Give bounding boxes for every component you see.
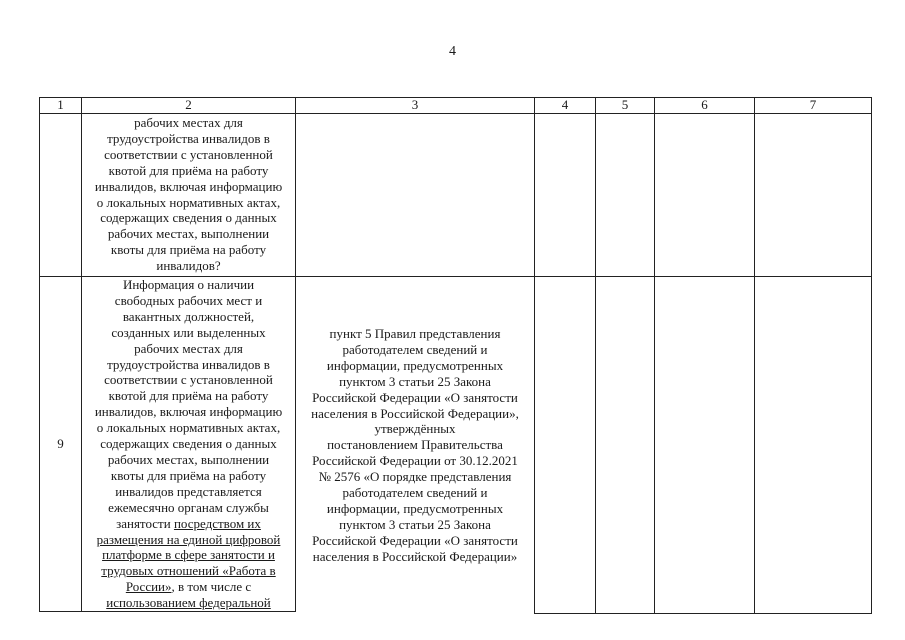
text-line xyxy=(82,516,295,532)
text-line: квотой для приёма на работу xyxy=(108,388,269,404)
text-line: работодателем сведений и xyxy=(342,485,488,501)
underlined-text: платформе в сфере занятости и xyxy=(102,547,275,563)
text-line xyxy=(82,579,295,595)
text-line: Российской Федерации «О занятости xyxy=(312,532,518,548)
text-line: квотой для приёма на работу xyxy=(108,162,269,178)
column-header: 2 xyxy=(185,97,192,112)
text-line: Российской Федерации от 30.12.2021 xyxy=(312,453,518,469)
text-line: трудоустройства инвалидов в xyxy=(107,130,270,146)
column-divider xyxy=(871,97,872,614)
row-9-col2 xyxy=(82,277,295,611)
column-divider xyxy=(534,97,535,614)
text-line: информации, предусмотренных xyxy=(326,357,504,373)
text-line: пункт 5 Правил представления xyxy=(329,326,501,341)
text-fragment: занятости xyxy=(116,515,174,531)
column-header: 1 xyxy=(57,97,64,112)
column-header: 6 xyxy=(701,97,708,112)
text-line: рабочих местах для xyxy=(134,115,243,130)
row-divider xyxy=(534,613,872,614)
text-line: населения в Российской Федерации» xyxy=(312,548,518,564)
row-number: 9 xyxy=(57,436,64,451)
text-line: рабочих местах, выполнении xyxy=(107,451,270,467)
row-divider xyxy=(39,611,295,612)
text-line: Российской Федерации «О занятости xyxy=(312,389,518,405)
continued-row-col2 xyxy=(82,115,295,274)
text-line: рабочих местах, выполнении xyxy=(107,226,270,242)
text-line: созданных или выделенных xyxy=(111,324,266,340)
text-line: содержащих сведения о данных xyxy=(100,210,277,226)
text-line: трудоустройства инвалидов в xyxy=(107,356,270,372)
text-line: квоты для приёма на работу xyxy=(110,467,267,483)
column-header: 5 xyxy=(621,97,629,112)
text-line: инвалидов представляется xyxy=(115,483,262,499)
text-line: постановлением Правительства xyxy=(327,437,503,453)
text-line: инвалидов, включая информацию xyxy=(94,178,283,194)
text-line: пунктом 3 статьи 25 Закона xyxy=(339,373,491,389)
text-line: о локальных нормативных актах, xyxy=(96,194,281,210)
underlined-text: посредством их xyxy=(173,515,261,531)
text-line: квоты для приёма на работу xyxy=(110,242,267,258)
column-divider xyxy=(595,97,596,614)
underlined-text: размещения на единой цифровой xyxy=(96,531,281,547)
underlined-text: трудовых отношений «Работа в xyxy=(101,563,276,579)
underlined-text: использованием федеральной xyxy=(106,595,271,611)
column-header: 4 xyxy=(561,97,569,112)
text-line: соответствии с установленной xyxy=(104,372,273,388)
text-line: пунктом 3 статьи 25 Закона xyxy=(339,516,491,532)
underlined-text: России» xyxy=(125,579,172,595)
row-9-col3 xyxy=(296,326,534,565)
text-line: свободных рабочих мест и xyxy=(114,292,263,308)
text-line: рабочих местах для xyxy=(134,340,243,356)
column-header: 3 xyxy=(411,97,419,112)
text-line: о локальных нормативных актах, xyxy=(96,420,281,436)
column-header: 7 xyxy=(809,97,817,112)
header-divider xyxy=(39,113,872,114)
text-line: ежемесячно органам службы xyxy=(108,499,269,515)
page-number: 4 xyxy=(449,44,456,59)
column-divider xyxy=(654,97,655,614)
text-line: инвалидов, включая информацию xyxy=(94,404,283,420)
text-line: соответствии с установленной xyxy=(104,146,273,162)
text-fragment: , в том числе с xyxy=(171,579,252,595)
text-line: утверждённых xyxy=(374,421,456,437)
text-line: вакантных должностей, xyxy=(122,308,255,324)
text-line: содержащих сведения о данных xyxy=(100,436,277,452)
column-divider xyxy=(754,97,755,614)
text-line: информации, предусмотренных xyxy=(326,500,504,516)
text-line: работодателем сведений и xyxy=(342,341,488,357)
text-line: № 2576 «О порядке представления xyxy=(318,469,512,485)
text-line: населения в Российской Федерации», xyxy=(311,405,519,421)
text-line: Информация о наличии xyxy=(122,277,255,292)
text-line: инвалидов? xyxy=(156,258,221,274)
